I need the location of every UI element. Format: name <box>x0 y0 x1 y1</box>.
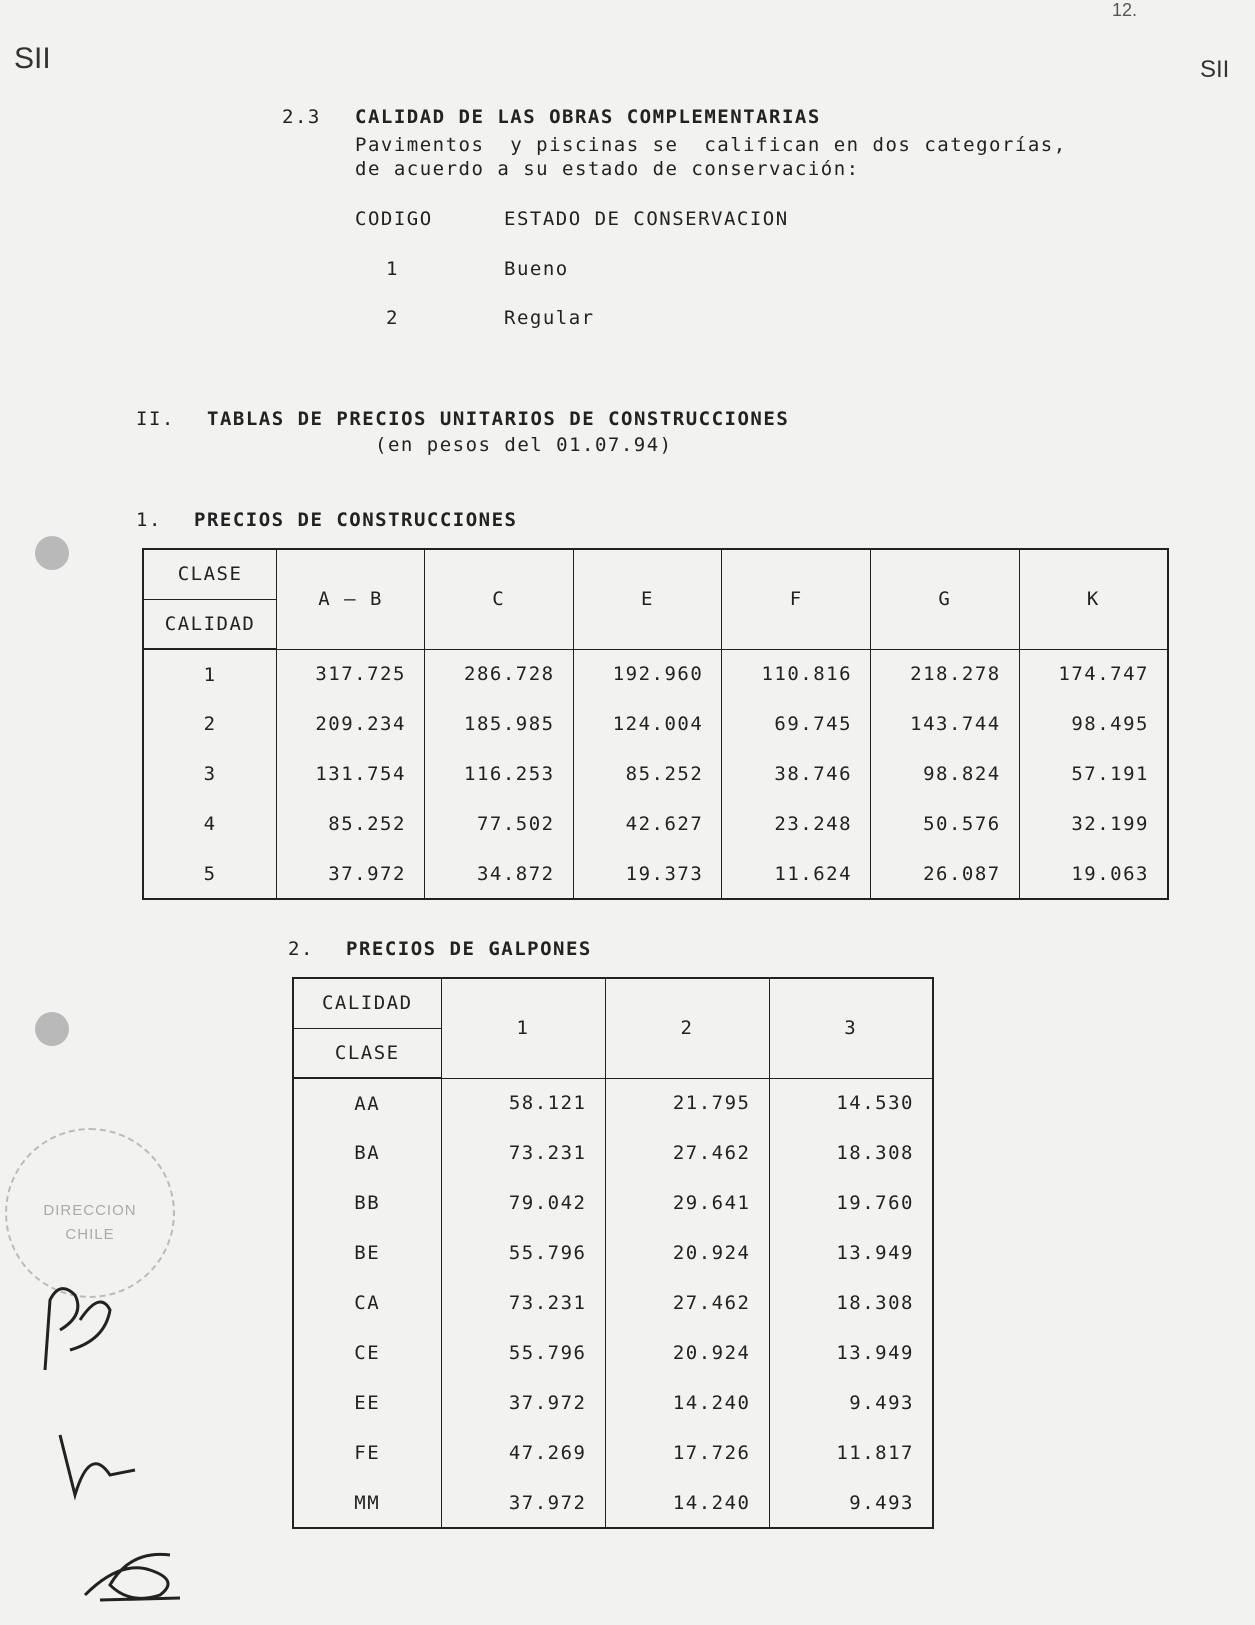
construction-prices-table <box>142 548 1169 900</box>
row-label: 3 <box>143 749 277 799</box>
price-cell: 14.530 <box>769 1078 933 1128</box>
row-label: BA <box>293 1128 441 1178</box>
price-cell: 38.746 <box>722 749 871 799</box>
row-label: EE <box>293 1378 441 1428</box>
price-cell: 34.872 <box>424 849 573 899</box>
price-cell: 143.744 <box>871 699 1020 749</box>
price-cell: 50.576 <box>871 799 1020 849</box>
stamp-text-line-2: CHILE <box>65 1226 115 1243</box>
codes-header-state: ESTADO DE CONSERVACION <box>504 208 789 230</box>
row-label: 2 <box>143 699 277 749</box>
price-cell: 26.087 <box>871 849 1020 899</box>
price-cell: 27.462 <box>605 1278 769 1328</box>
price-cell: 19.760 <box>769 1178 933 1228</box>
price-cell: 218.278 <box>871 649 1020 699</box>
codes-header-code: CODIGO <box>355 208 433 230</box>
state-1: Bueno <box>504 258 569 280</box>
price-cell: 58.121 <box>441 1078 605 1128</box>
table2-column-header: 2 <box>605 978 769 1078</box>
row-label: FE <box>293 1428 441 1478</box>
table2-title: PRECIOS DE GALPONES <box>346 938 592 960</box>
price-cell: 73.231 <box>441 1128 605 1178</box>
table-row <box>293 1128 933 1178</box>
price-cell: 73.231 <box>441 1278 605 1328</box>
table1-column-header: C <box>424 549 573 649</box>
price-cell: 29.641 <box>605 1178 769 1228</box>
price-cell: 37.972 <box>277 849 425 899</box>
price-cell: 19.373 <box>573 849 722 899</box>
row-label: MM <box>293 1478 441 1528</box>
table1-corner-top: CLASE <box>143 549 277 599</box>
section-subtitle-II: (en pesos del 01.07.94) <box>375 434 673 456</box>
row-label: 5 <box>143 849 277 899</box>
price-cell: 209.234 <box>277 699 425 749</box>
price-cell: 85.252 <box>573 749 722 799</box>
price-cell: 57.191 <box>1019 749 1168 799</box>
stamp-text-line-1: DIRECCION <box>43 1202 137 1219</box>
price-cell: 47.269 <box>441 1428 605 1478</box>
table1-corner-bottom: CALIDAD <box>143 599 277 649</box>
price-cell: 79.042 <box>441 1178 605 1228</box>
left-corner-mark: SII <box>14 42 51 75</box>
price-cell: 55.796 <box>441 1328 605 1378</box>
price-cell: 98.495 <box>1019 699 1168 749</box>
table-row <box>293 1178 933 1228</box>
price-cell: 185.985 <box>424 699 573 749</box>
section-title-II: TABLAS DE PRECIOS UNITARIOS DE CONSTRUCCIONES <box>207 408 790 430</box>
price-cell: 37.972 <box>441 1378 605 1428</box>
table1-column-header: G <box>871 549 1020 649</box>
price-cell: 14.240 <box>605 1478 769 1528</box>
code-2: 2 <box>386 307 399 329</box>
price-cell: 77.502 <box>424 799 573 849</box>
price-cell: 9.493 <box>769 1378 933 1428</box>
page-number-mark: 12. <box>1112 0 1138 20</box>
official-stamp <box>5 1128 175 1298</box>
price-cell: 11.817 <box>769 1428 933 1478</box>
row-label: CE <box>293 1328 441 1378</box>
row-label: BB <box>293 1178 441 1228</box>
table-row <box>143 849 1168 899</box>
table-row <box>143 649 1168 699</box>
table1-column-header: F <box>722 549 871 649</box>
table-row <box>143 749 1168 799</box>
price-cell: 23.248 <box>722 799 871 849</box>
table-row <box>293 1378 933 1428</box>
binder-hole-bottom <box>35 1012 69 1046</box>
table-row <box>143 699 1168 749</box>
price-cell: 69.745 <box>722 699 871 749</box>
table-row <box>293 1428 933 1478</box>
table2-corner-bottom: CLASE <box>293 1028 441 1078</box>
table-row <box>293 1278 933 1328</box>
price-cell: 116.253 <box>424 749 573 799</box>
binder-hole-top <box>35 536 69 570</box>
row-label: CA <box>293 1278 441 1328</box>
table2-column-header: 1 <box>441 978 605 1078</box>
table-row <box>293 1228 933 1278</box>
table-row <box>143 799 1168 849</box>
price-cell: 85.252 <box>277 799 425 849</box>
price-cell: 17.726 <box>605 1428 769 1478</box>
price-cell: 20.924 <box>605 1228 769 1278</box>
section-text-line-1: Pavimentos y piscinas se califican en dos categorías, <box>355 134 1067 156</box>
table1-column-header: K <box>1019 549 1168 649</box>
price-cell: 19.063 <box>1019 849 1168 899</box>
section-number-2-3: 2.3 <box>282 106 321 128</box>
price-cell: 110.816 <box>722 649 871 699</box>
table2-column-header: 3 <box>769 978 933 1078</box>
table1-column-header: E <box>573 549 722 649</box>
price-cell: 37.972 <box>441 1478 605 1528</box>
price-cell: 11.624 <box>722 849 871 899</box>
table2-number: 2. <box>288 938 314 960</box>
price-cell: 13.949 <box>769 1328 933 1378</box>
price-cell: 21.795 <box>605 1078 769 1128</box>
price-cell: 286.728 <box>424 649 573 699</box>
section-text-line-2: de acuerdo a su estado de conservación: <box>355 158 860 180</box>
price-cell: 18.308 <box>769 1128 933 1178</box>
price-cell: 174.747 <box>1019 649 1168 699</box>
row-label: BE <box>293 1228 441 1278</box>
signature-initials-2 <box>50 1425 140 1505</box>
table1-title: PRECIOS DE CONSTRUCCIONES <box>194 509 518 531</box>
price-cell: 131.754 <box>277 749 425 799</box>
price-cell: 55.796 <box>441 1228 605 1278</box>
price-cell: 317.725 <box>277 649 425 699</box>
price-cell: 124.004 <box>573 699 722 749</box>
table-row <box>293 1478 933 1528</box>
section-number-II: II. <box>136 408 175 430</box>
price-cell: 9.493 <box>769 1478 933 1528</box>
code-1: 1 <box>386 258 399 280</box>
table1-number: 1. <box>136 509 162 531</box>
price-cell: 32.199 <box>1019 799 1168 849</box>
price-cell: 14.240 <box>605 1378 769 1428</box>
price-cell: 192.960 <box>573 649 722 699</box>
section-title-2-3: CALIDAD DE LAS OBRAS COMPLEMENTARIAS <box>355 106 821 128</box>
table1-column-header: A – B <box>277 549 425 649</box>
row-label: 4 <box>143 799 277 849</box>
table-row <box>293 1328 933 1378</box>
price-cell: 20.924 <box>605 1328 769 1378</box>
signature-initials-1 <box>30 1280 120 1380</box>
warehouse-prices-table <box>292 977 934 1529</box>
row-label: 1 <box>143 649 277 699</box>
price-cell: 13.949 <box>769 1228 933 1278</box>
row-label: AA <box>293 1078 441 1128</box>
price-cell: 98.824 <box>871 749 1020 799</box>
table-row <box>293 1078 933 1128</box>
price-cell: 42.627 <box>573 799 722 849</box>
state-2: Regular <box>504 307 595 329</box>
price-cell: 27.462 <box>605 1128 769 1178</box>
signature-initials-3 <box>80 1540 190 1610</box>
price-cell: 18.308 <box>769 1278 933 1328</box>
table2-corner-top: CALIDAD <box>293 978 441 1028</box>
right-corner-mark: SII <box>1200 56 1230 83</box>
